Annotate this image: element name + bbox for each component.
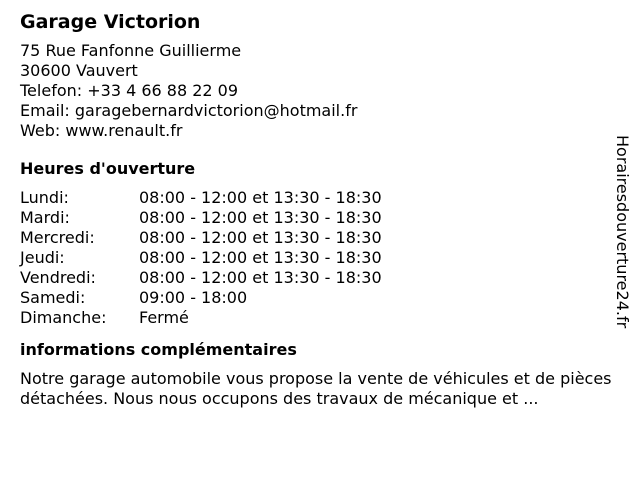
- hours-row-wednesday: [20, 228, 610, 248]
- day-label: Vendredi:: [20, 268, 96, 287]
- hours-row-thursday: [20, 248, 610, 268]
- phone-text: Telefon: +33 4 66 88 22 09: [20, 81, 239, 100]
- time-value: 09:00 - 18:00: [139, 288, 248, 307]
- day-label: Lundi:: [20, 188, 69, 207]
- hours-row-monday: [20, 188, 610, 208]
- hours-row-tuesday: [20, 208, 610, 228]
- business-description: Notre garage automobile vous propose la vente de véhicules et de pièces détachées. Nous nous occupons des travaux de mécanique et ...: [20, 369, 612, 408]
- email-text: Email: garagebernardvictorion@hotmail.fr: [20, 101, 358, 120]
- opening-hours-table: [20, 188, 610, 328]
- business-card: [20, 10, 610, 409]
- day-label: Samedi:: [20, 288, 86, 307]
- hours-row-friday: [20, 268, 610, 288]
- address-line-2: 30600 Vauvert: [20, 61, 138, 80]
- day-label: Dimanche:: [20, 308, 107, 327]
- site-watermark: Horairesdouverture24.fr: [613, 135, 632, 329]
- hours-row-saturday: [20, 288, 610, 308]
- business-name: Garage Victorion: [20, 11, 201, 33]
- day-label: Jeudi:: [20, 248, 65, 267]
- info-heading: informations complémentaires: [20, 340, 297, 359]
- hours-row-sunday: [20, 308, 610, 328]
- time-value: 08:00 - 12:00 et 13:30 - 18:30: [139, 228, 382, 247]
- time-value: 08:00 - 12:00 et 13:30 - 18:30: [139, 208, 382, 227]
- day-label: Mercredi:: [20, 228, 95, 247]
- time-value: 08:00 - 12:00 et 13:30 - 18:30: [139, 188, 382, 207]
- time-value: 08:00 - 12:00 et 13:30 - 18:30: [139, 268, 382, 287]
- web-text: Web: www.renault.fr: [20, 121, 183, 140]
- hours-heading: Heures d'ouverture: [20, 159, 196, 178]
- day-label: Mardi:: [20, 208, 70, 227]
- time-value: 08:00 - 12:00 et 13:30 - 18:30: [139, 248, 382, 267]
- address-line-1: 75 Rue Fanfonne Guillierme: [20, 41, 242, 60]
- time-value: Fermé: [139, 308, 189, 327]
